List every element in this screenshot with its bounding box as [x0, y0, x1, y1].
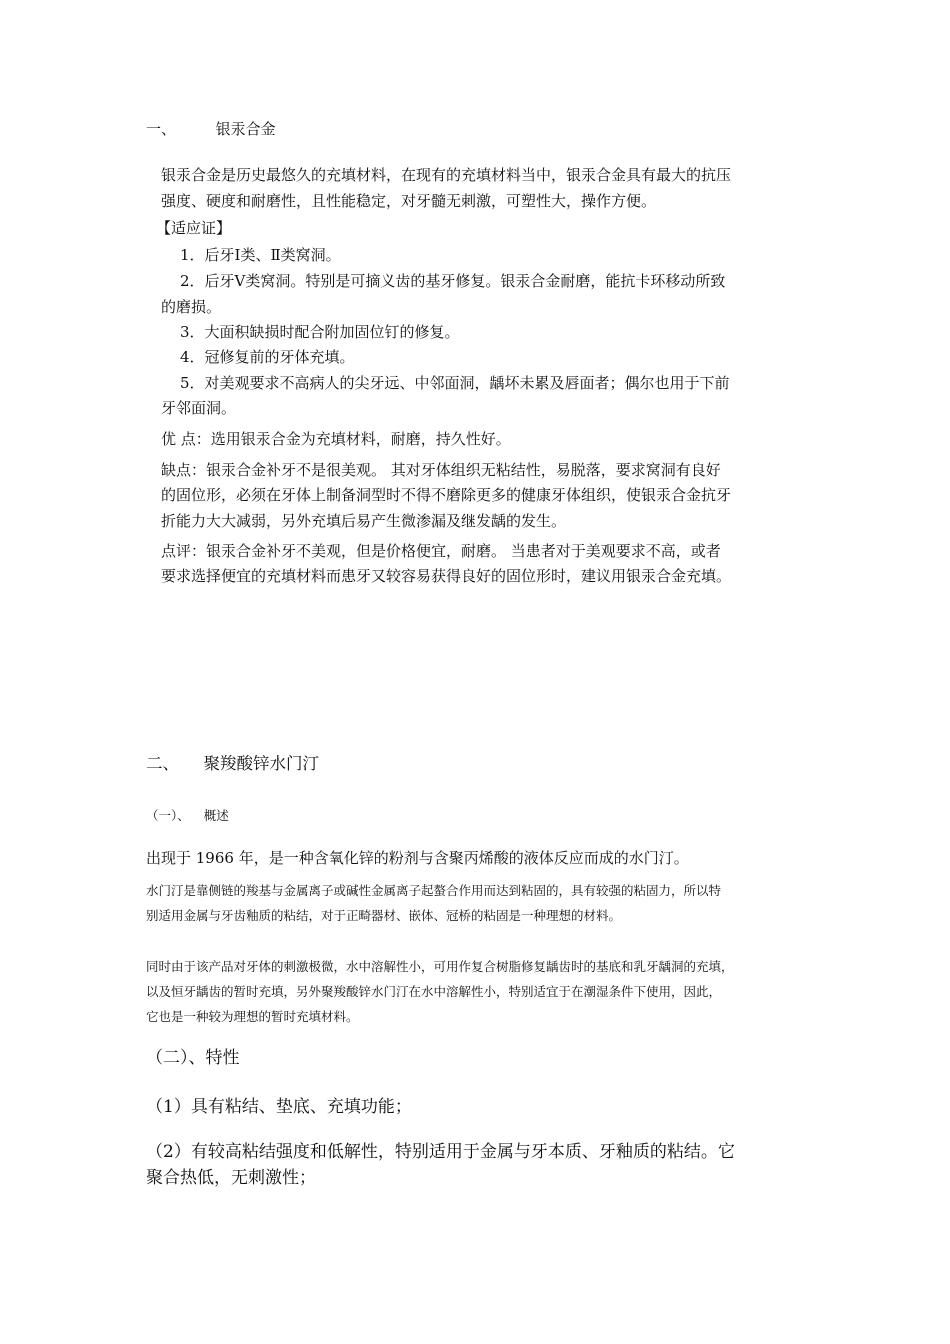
indication-item-5-line1: 5．对美观要求不高病人的尖牙远、中邻面洞，龋坏未累及唇面者；偶尔也用于下前 [180, 374, 730, 392]
section1-heading-number: 一、 [146, 120, 177, 138]
cons-line2: 的固位形，必须在牙体上制备洞型时不得不磨除更多的健康牙体组织，使银汞合金抗牙 [161, 486, 732, 504]
indication-item-2-line1: 2．后牙Ⅴ类窝洞。特别是可摘义齿的基牙修复。银汞合金耐磨，能抗卡环移动所致 [180, 272, 726, 290]
overview-paragraph-1: 出现于 1966 年，是一种含氧化锌的粉剂与含聚丙烯酸的液体反应而成的水门汀。 [146, 849, 689, 867]
property-item-2-line2: 聚合热低，无刺激性； [146, 1168, 316, 1188]
section2-heading-text: 聚羧酸锌水门汀 [203, 754, 319, 773]
overview-heading [146, 803, 229, 829]
section1-heading-text: 银汞合金 [215, 120, 276, 138]
overview-paragraph-3-line2: 以及恒牙龋齿的暂时充填，另外聚羧酸锌水门汀在水中溶解性小，特别适宜于在潮湿条件下使用，因此， [146, 984, 722, 999]
overview-text: 概述 [203, 808, 229, 823]
section1-intro-line1: 银汞合金是历史最悠久的充填材料，在现有的充填材料当中，银汞合金具有最大的抗压 [161, 166, 732, 184]
indication-item-5-line2: 牙邻面洞。 [161, 399, 237, 417]
review-line2: 要求选择便宜的充填材料而患牙又较容易获得良好的固位形时，建议用银汞合金充填。 [161, 567, 732, 585]
overview-paragraph-2-line1: 水门汀是靠侧链的羧基与金属离子或碱性金属离子起螯合作用而达到粘固的，具有较强的粘固力，所以特 [146, 883, 722, 898]
cons-line3: 折能力大大减弱，另外充填后易产生微渗漏及继发龋的发生。 [161, 512, 567, 530]
property-item-2-line1: （2）有较高粘结强度和低解性，特别适用于金属与牙本质、牙釉质的粘结。它 [146, 1142, 735, 1162]
indication-item-2-line2: 的磨损。 [161, 298, 222, 316]
overview-number: （一）、 [146, 808, 190, 823]
properties-heading: （二）、特性 [146, 1048, 240, 1068]
section1-intro-line2: 强度、硬度和耐磨性，且性能稳定，对牙髓无刺激，可塑性大，操作方便。 [161, 192, 657, 210]
overview-paragraph-3-line3: 它也是一种较为理想的暂时充填材料。 [146, 1009, 359, 1024]
indication-item-1: 1．后牙Ⅰ类、Ⅱ类窝洞。 [180, 246, 341, 264]
overview-paragraph-2-line2: 别适用金属与牙齿釉质的粘结，对于正畸器材、嵌体、冠桥的粘固是一种理想的材料。 [146, 908, 622, 923]
section2-heading-number: 二、 [146, 754, 179, 773]
section1-heading [146, 116, 276, 142]
indication-item-4: 4．冠修复前的牙体充填。 [180, 348, 355, 366]
section2-heading [146, 750, 319, 778]
cons-line1: 缺点：银汞合金补牙不是很美观。 其对牙体组织无粘结性，易脱落，要求窝洞有良好 [161, 461, 721, 479]
pros-text: 优 点：选用银汞合金为充填材料，耐磨，持久性好。 [161, 430, 511, 448]
review-line1: 点评：银汞合金补牙不美观，但是价格便宜，耐磨。 当患者对于美观要求不高，或者 [161, 542, 721, 560]
property-item-1: （1）具有粘结、垫底、充填功能； [146, 1097, 412, 1117]
overview-paragraph-3-line1: 同时由于该产品对牙体的刺激极微，水中溶解性小，可用作复合树脂修复龋齿时的基底和乳牙龋洞的充填， [146, 959, 734, 974]
indications-title: 【适应证】 [156, 219, 232, 237]
indication-item-3: 3．大面积缺损时配合附加固位钉的修复。 [180, 323, 460, 341]
